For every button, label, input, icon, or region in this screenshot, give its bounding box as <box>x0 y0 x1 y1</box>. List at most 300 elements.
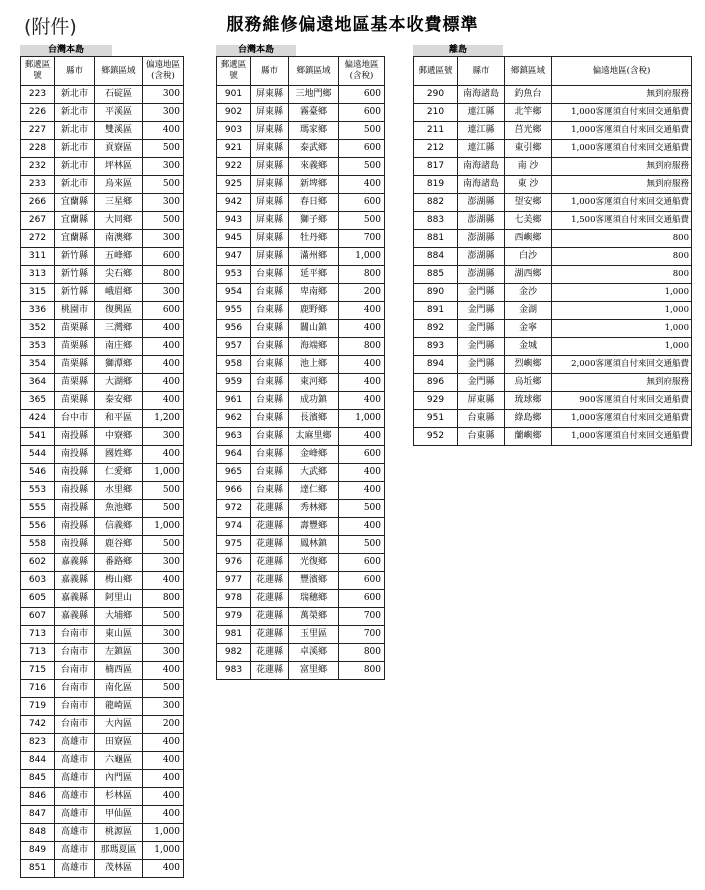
block-label: 離島 <box>413 45 503 56</box>
table-row <box>414 266 692 284</box>
column-header-fee: 偏遠地區(含稅) <box>143 57 184 86</box>
postal-code-cell: 885 <box>414 266 458 284</box>
table-row <box>217 374 385 392</box>
postal-code-cell: 315 <box>21 284 55 302</box>
town-cell: 左鎮區 <box>95 644 143 662</box>
county-cell: 澎湖縣 <box>458 248 505 266</box>
postal-code-cell: 902 <box>217 104 251 122</box>
town-cell: 桃源區 <box>95 824 143 842</box>
fee-cell: 無到府服務 <box>552 86 692 104</box>
town-cell: 獅子鄉 <box>289 212 339 230</box>
county-cell: 新竹縣 <box>55 284 95 302</box>
town-cell: 烏來區 <box>95 176 143 194</box>
fee-cell: 400 <box>339 302 385 320</box>
table-row <box>21 752 184 770</box>
county-cell: 南投縣 <box>55 536 95 554</box>
postal-code-cell: 962 <box>217 410 251 428</box>
county-cell: 金門縣 <box>458 356 505 374</box>
fee-cell: 400 <box>143 338 184 356</box>
county-cell: 台南市 <box>55 662 95 680</box>
table-row <box>217 482 385 500</box>
page-title: 服務維修偏遠地區基本收費標準 <box>226 15 479 35</box>
county-cell: 新北市 <box>55 104 95 122</box>
table-row <box>217 284 385 302</box>
table-row <box>21 554 184 572</box>
county-cell: 南投縣 <box>55 464 95 482</box>
table-row <box>217 572 385 590</box>
town-cell: 梅山鄉 <box>95 572 143 590</box>
county-cell: 台中市 <box>55 410 95 428</box>
postal-code-cell: 267 <box>21 212 55 230</box>
postal-code-cell: 961 <box>217 392 251 410</box>
county-cell: 台南市 <box>55 680 95 698</box>
town-cell: 烈嶼鄉 <box>505 356 552 374</box>
fee-cell: 1,200 <box>143 410 184 428</box>
county-cell: 屏東縣 <box>251 176 289 194</box>
fee-block-main-island-2 <box>216 45 385 680</box>
postal-code-cell: 955 <box>217 302 251 320</box>
county-cell: 苗栗縣 <box>55 338 95 356</box>
fee-cell: 500 <box>143 140 184 158</box>
town-cell: 那瑪夏區 <box>95 842 143 860</box>
postal-code-cell: 424 <box>21 410 55 428</box>
fee-cell: 600 <box>143 302 184 320</box>
postal-code-cell: 602 <box>21 554 55 572</box>
postal-code-cell: 544 <box>21 446 55 464</box>
table-row <box>21 230 184 248</box>
county-cell: 台東縣 <box>251 320 289 338</box>
table-row <box>21 860 184 878</box>
fee-block-main-island-1 <box>20 45 184 878</box>
postal-code-cell: 953 <box>217 266 251 284</box>
fee-cell: 1,000 <box>552 320 692 338</box>
fee-cell: 500 <box>339 500 385 518</box>
postal-code-cell: 716 <box>21 680 55 698</box>
town-cell: 水里鄉 <box>95 482 143 500</box>
fee-cell: 600 <box>339 86 385 104</box>
fee-cell: 1,000 <box>339 410 385 428</box>
county-cell: 屏東縣 <box>251 86 289 104</box>
postal-code-cell: 849 <box>21 842 55 860</box>
town-cell: 泰武鄉 <box>289 140 339 158</box>
table-row <box>217 464 385 482</box>
column-header-fee: 偏遠地區(含稅) <box>552 57 692 86</box>
county-cell: 連江縣 <box>458 104 505 122</box>
attachment-label: (附件) <box>24 16 77 38</box>
table-row <box>217 86 385 104</box>
county-cell: 台南市 <box>55 644 95 662</box>
county-cell: 金門縣 <box>458 302 505 320</box>
fee-cell: 400 <box>143 752 184 770</box>
county-cell: 澎湖縣 <box>458 230 505 248</box>
table-header-row <box>21 57 184 86</box>
table-row <box>21 104 184 122</box>
town-cell: 魚池鄉 <box>95 500 143 518</box>
town-cell: 湖西鄉 <box>505 266 552 284</box>
fee-cell: 400 <box>143 446 184 464</box>
fee-cell: 500 <box>339 536 385 554</box>
town-cell: 大埔鄉 <box>95 608 143 626</box>
county-cell: 澎湖縣 <box>458 212 505 230</box>
postal-code-cell: 983 <box>217 662 251 680</box>
fee-cell: 400 <box>143 320 184 338</box>
town-cell: 金峰鄉 <box>289 446 339 464</box>
table-row <box>21 374 184 392</box>
fee-cell: 500 <box>143 536 184 554</box>
county-cell: 高雄市 <box>55 806 95 824</box>
table-row <box>21 788 184 806</box>
table-row <box>217 248 385 266</box>
fee-cell: 300 <box>143 284 184 302</box>
postal-code-cell: 958 <box>217 356 251 374</box>
county-cell: 宜蘭縣 <box>55 230 95 248</box>
county-cell: 嘉義縣 <box>55 572 95 590</box>
postal-code-cell: 558 <box>21 536 55 554</box>
town-cell: 甲仙區 <box>95 806 143 824</box>
postal-code-cell: 942 <box>217 194 251 212</box>
fee-cell: 600 <box>339 446 385 464</box>
postal-code-cell: 313 <box>21 266 55 284</box>
town-cell: 白沙 <box>505 248 552 266</box>
postal-code-cell: 364 <box>21 374 55 392</box>
table-header-row <box>217 57 385 86</box>
table-row <box>414 302 692 320</box>
postal-code-cell: 896 <box>414 374 458 392</box>
town-cell: 西嶼鄉 <box>505 230 552 248</box>
town-cell: 泰安鄉 <box>95 392 143 410</box>
fee-cell: 1,000客運須自付來回交通船費 <box>552 410 692 428</box>
town-cell: 壽豐鄉 <box>289 518 339 536</box>
fee-cell: 300 <box>143 644 184 662</box>
county-cell: 台東縣 <box>251 482 289 500</box>
table-row <box>414 86 692 104</box>
postal-code-cell: 981 <box>217 626 251 644</box>
postal-code-cell: 978 <box>217 590 251 608</box>
county-cell: 澎湖縣 <box>458 266 505 284</box>
postal-code-cell: 892 <box>414 320 458 338</box>
county-cell: 連江縣 <box>458 122 505 140</box>
table-row <box>414 356 692 374</box>
table-row <box>21 410 184 428</box>
table-row <box>21 212 184 230</box>
table-row <box>21 428 184 446</box>
fee-cell: 800 <box>339 644 385 662</box>
fee-cell: 800 <box>143 266 184 284</box>
postal-code-cell: 922 <box>217 158 251 176</box>
postal-code-cell: 365 <box>21 392 55 410</box>
postal-code-cell: 742 <box>21 716 55 734</box>
postal-code-cell: 977 <box>217 572 251 590</box>
county-cell: 台東縣 <box>251 284 289 302</box>
county-cell: 屏東縣 <box>251 158 289 176</box>
town-cell: 琉球鄉 <box>505 392 552 410</box>
county-cell: 南海諸島 <box>458 176 505 194</box>
fee-cell: 400 <box>339 392 385 410</box>
postal-code-cell: 223 <box>21 86 55 104</box>
postal-code-cell: 715 <box>21 662 55 680</box>
county-cell: 澎湖縣 <box>458 194 505 212</box>
postal-code-cell: 210 <box>414 104 458 122</box>
postal-code-cell: 546 <box>21 464 55 482</box>
fee-cell: 800 <box>552 230 692 248</box>
town-cell: 達仁鄉 <box>289 482 339 500</box>
county-cell: 高雄市 <box>55 842 95 860</box>
town-cell: 國姓鄉 <box>95 446 143 464</box>
county-cell: 台東縣 <box>251 428 289 446</box>
fee-cell: 400 <box>143 770 184 788</box>
town-cell: 關山鎮 <box>289 320 339 338</box>
town-cell: 阿里山 <box>95 590 143 608</box>
fee-cell: 600 <box>339 140 385 158</box>
fee-cell: 600 <box>339 590 385 608</box>
town-cell: 楠西區 <box>95 662 143 680</box>
fee-cell: 1,000客運須自付來回交通船費 <box>552 104 692 122</box>
postal-code-cell: 227 <box>21 122 55 140</box>
town-cell: 萬榮鄉 <box>289 608 339 626</box>
table-row <box>21 536 184 554</box>
table-row <box>217 410 385 428</box>
fee-cell: 400 <box>339 320 385 338</box>
town-cell: 北竿鄉 <box>505 104 552 122</box>
county-cell: 高雄市 <box>55 788 95 806</box>
fee-cell: 800 <box>143 590 184 608</box>
county-cell: 花蓮縣 <box>251 518 289 536</box>
town-cell: 大武鄉 <box>289 464 339 482</box>
town-cell: 望安鄉 <box>505 194 552 212</box>
table-row <box>217 356 385 374</box>
postal-code-cell: 882 <box>414 194 458 212</box>
town-cell: 豐濱鄉 <box>289 572 339 590</box>
column-header-county: 縣市 <box>458 57 505 86</box>
postal-code-cell: 290 <box>414 86 458 104</box>
postal-code-cell: 311 <box>21 248 55 266</box>
county-cell: 新北市 <box>55 158 95 176</box>
postal-code-cell: 228 <box>21 140 55 158</box>
fee-cell: 300 <box>143 104 184 122</box>
town-cell: 大同鄉 <box>95 212 143 230</box>
postal-code-cell: 845 <box>21 770 55 788</box>
table-row <box>217 644 385 662</box>
table-row <box>21 248 184 266</box>
table-header-row <box>414 57 692 86</box>
table-row <box>414 194 692 212</box>
postal-code-cell: 964 <box>217 446 251 464</box>
fee-cell: 300 <box>143 194 184 212</box>
postal-code-cell: 976 <box>217 554 251 572</box>
fee-cell: 1,000 <box>143 518 184 536</box>
table-row <box>217 518 385 536</box>
town-cell: 東河鄉 <box>289 374 339 392</box>
table-row <box>217 392 385 410</box>
county-cell: 南投縣 <box>55 482 95 500</box>
town-cell: 南澳鄉 <box>95 230 143 248</box>
fee-cell: 400 <box>339 428 385 446</box>
fee-cell: 400 <box>339 356 385 374</box>
postal-code-cell: 823 <box>21 734 55 752</box>
table-row <box>21 518 184 536</box>
town-cell: 龍崎區 <box>95 698 143 716</box>
town-cell: 秀林鄉 <box>289 500 339 518</box>
county-cell: 屏東縣 <box>251 122 289 140</box>
county-cell: 高雄市 <box>55 734 95 752</box>
postal-code-cell: 952 <box>414 428 458 446</box>
county-cell: 嘉義縣 <box>55 608 95 626</box>
table-row <box>414 428 692 446</box>
town-cell: 大內區 <box>95 716 143 734</box>
town-cell: 雙溪區 <box>95 122 143 140</box>
fee-cell: 1,000 <box>552 284 692 302</box>
postal-code-cell: 956 <box>217 320 251 338</box>
town-cell: 內門區 <box>95 770 143 788</box>
postal-code-cell: 553 <box>21 482 55 500</box>
table-row <box>21 806 184 824</box>
column-header-town: 鄉鎮區域 <box>95 57 143 86</box>
postal-code-cell: 881 <box>414 230 458 248</box>
county-cell: 屏東縣 <box>251 230 289 248</box>
county-cell: 屏東縣 <box>458 392 505 410</box>
town-cell: 烏坵鄉 <box>505 374 552 392</box>
town-cell: 春日鄉 <box>289 194 339 212</box>
town-cell: 中寮鄉 <box>95 428 143 446</box>
town-cell: 杉林區 <box>95 788 143 806</box>
postal-code-cell: 817 <box>414 158 458 176</box>
fee-cell: 2,000客運須自付來回交通船費 <box>552 356 692 374</box>
county-cell: 花蓮縣 <box>251 644 289 662</box>
postal-code-cell: 354 <box>21 356 55 374</box>
fee-cell: 1,500客運須自付來回交通船費 <box>552 212 692 230</box>
table-row <box>217 176 385 194</box>
postal-code-cell: 929 <box>414 392 458 410</box>
fee-cell: 800 <box>339 266 385 284</box>
column-header-county: 縣市 <box>251 57 289 86</box>
table-row <box>217 626 385 644</box>
town-cell: 金寧 <box>505 320 552 338</box>
postal-code-cell: 966 <box>217 482 251 500</box>
table-row <box>414 392 692 410</box>
table-row <box>21 482 184 500</box>
county-cell: 台東縣 <box>458 410 505 428</box>
fee-cell: 600 <box>339 572 385 590</box>
county-cell: 苗栗縣 <box>55 392 95 410</box>
county-cell: 台東縣 <box>251 302 289 320</box>
town-cell: 七美鄉 <box>505 212 552 230</box>
table-row <box>414 176 692 194</box>
table-row <box>414 410 692 428</box>
town-cell: 金城 <box>505 338 552 356</box>
county-cell: 高雄市 <box>55 860 95 878</box>
table-row <box>414 140 692 158</box>
county-cell: 金門縣 <box>458 284 505 302</box>
county-cell: 屏東縣 <box>251 104 289 122</box>
county-cell: 新北市 <box>55 86 95 104</box>
town-cell: 獅潭鄉 <box>95 356 143 374</box>
county-cell: 宜蘭縣 <box>55 212 95 230</box>
fee-cell: 400 <box>143 374 184 392</box>
fee-cell: 500 <box>143 482 184 500</box>
table-row <box>21 446 184 464</box>
postal-code-cell: 883 <box>414 212 458 230</box>
table-row <box>217 140 385 158</box>
town-cell: 五峰鄉 <box>95 248 143 266</box>
table-row <box>21 302 184 320</box>
fee-table <box>216 56 385 680</box>
town-cell: 大湖鄉 <box>95 374 143 392</box>
column-header-county: 縣市 <box>55 57 95 86</box>
fee-cell: 1,000 <box>143 464 184 482</box>
town-cell: 平溪區 <box>95 104 143 122</box>
fee-cell: 500 <box>143 176 184 194</box>
table-row <box>414 158 692 176</box>
postal-code-cell: 979 <box>217 608 251 626</box>
fee-cell: 300 <box>143 698 184 716</box>
table-row <box>21 608 184 626</box>
fee-cell: 200 <box>339 284 385 302</box>
postal-code-cell: 921 <box>217 140 251 158</box>
table-row <box>21 266 184 284</box>
county-cell: 南海諸島 <box>458 158 505 176</box>
town-cell: 瑪家鄉 <box>289 122 339 140</box>
postal-code-cell: 556 <box>21 518 55 536</box>
fee-cell: 700 <box>339 608 385 626</box>
table-row <box>21 158 184 176</box>
postal-code-cell: 266 <box>21 194 55 212</box>
table-row <box>21 284 184 302</box>
postal-code-cell: 901 <box>217 86 251 104</box>
town-cell: 光復鄉 <box>289 554 339 572</box>
fee-cell: 400 <box>143 392 184 410</box>
fee-cell: 1,000 <box>143 824 184 842</box>
table-row <box>21 734 184 752</box>
postal-code-cell: 232 <box>21 158 55 176</box>
town-cell: 南庄鄉 <box>95 338 143 356</box>
county-cell: 新竹縣 <box>55 266 95 284</box>
fee-cell: 500 <box>339 158 385 176</box>
county-cell: 花蓮縣 <box>251 572 289 590</box>
fee-cell: 200 <box>143 716 184 734</box>
table-row <box>217 230 385 248</box>
county-cell: 台南市 <box>55 698 95 716</box>
county-cell: 南投縣 <box>55 446 95 464</box>
column-header-code: 郵遞區號 <box>217 57 251 86</box>
postal-code-cell: 891 <box>414 302 458 320</box>
town-cell: 莒光鄉 <box>505 122 552 140</box>
column-header-code: 郵遞區號 <box>414 57 458 86</box>
fee-cell: 300 <box>143 86 184 104</box>
town-cell: 尖石鄉 <box>95 266 143 284</box>
town-cell: 卓溪鄉 <box>289 644 339 662</box>
county-cell: 金門縣 <box>458 374 505 392</box>
column-header-town: 鄉鎮區域 <box>505 57 552 86</box>
fee-cell: 800 <box>339 338 385 356</box>
county-cell: 嘉義縣 <box>55 554 95 572</box>
fee-block-offshore-islands <box>413 45 692 446</box>
county-cell: 屏東縣 <box>251 248 289 266</box>
postal-code-cell: 607 <box>21 608 55 626</box>
county-cell: 南海諸島 <box>458 86 505 104</box>
fee-cell: 500 <box>339 122 385 140</box>
fee-cell: 1,000客運須自付來回交通船費 <box>552 428 692 446</box>
fee-cell: 無到府服務 <box>552 176 692 194</box>
town-cell: 鹿野鄉 <box>289 302 339 320</box>
table-row <box>217 590 385 608</box>
county-cell: 台東縣 <box>251 356 289 374</box>
town-cell: 玉里區 <box>289 626 339 644</box>
postal-code-cell: 954 <box>217 284 251 302</box>
table-row <box>21 662 184 680</box>
table-row <box>217 122 385 140</box>
column-header-code: 郵遞區號 <box>21 57 55 86</box>
postal-code-cell: 884 <box>414 248 458 266</box>
